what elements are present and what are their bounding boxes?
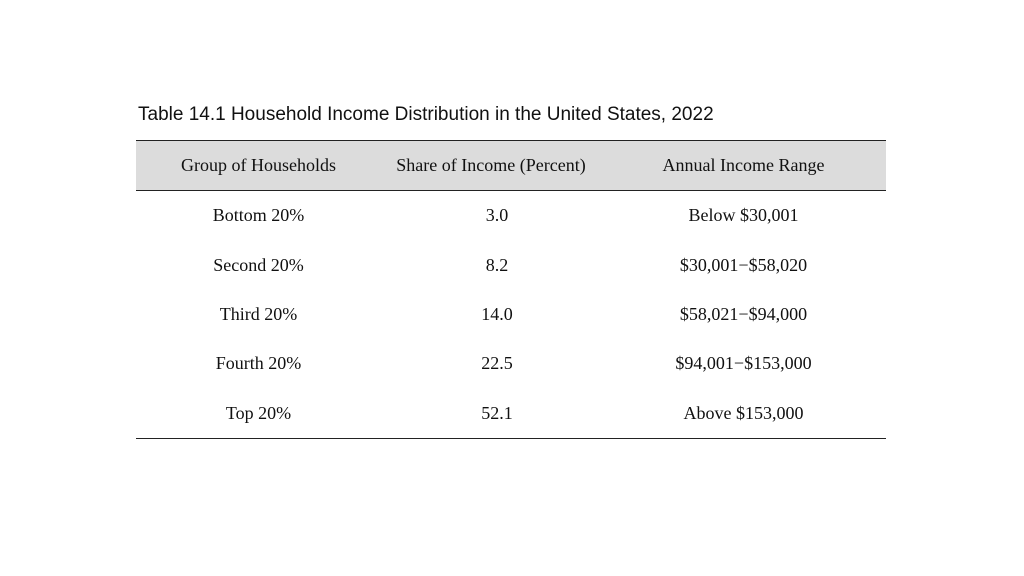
cell-share: 14.0 — [481, 303, 513, 324]
table-row — [136, 389, 886, 439]
header-share-of-income: Share of Income (Percent) — [381, 141, 601, 191]
cell-group: Third 20% — [219, 303, 298, 324]
cell-range: $58,021−$94,000 — [679, 303, 808, 324]
income-table-container — [136, 140, 886, 439]
income-distribution-table — [136, 140, 886, 439]
cell-range: Below $30,001 — [688, 205, 799, 226]
table-row — [136, 290, 886, 339]
header-annual-income-range: Annual Income Range — [601, 141, 886, 191]
cell-share: 52.1 — [381, 389, 601, 439]
cell-range: $30,001−$58,020 — [679, 254, 808, 275]
cell-range: Above $153,000 — [601, 389, 886, 439]
header-row — [136, 141, 886, 191]
cell-group: Top 20% — [136, 389, 381, 439]
cell-group: Second 20% — [213, 254, 304, 275]
cell-group: Fourth 20% — [215, 353, 302, 374]
table-header — [136, 141, 886, 191]
table-body — [136, 191, 886, 439]
header-group-of-households: Group of Households — [136, 141, 381, 191]
cell-range: $94,001−$153,000 — [675, 353, 812, 374]
cell-share: 8.2 — [485, 254, 509, 275]
table-caption: Table 14.1 Household Income Distribution in the United States, 2022 — [138, 104, 714, 125]
table-row — [136, 240, 886, 289]
cell-share: 3.0 — [485, 205, 509, 226]
table-row — [136, 191, 886, 241]
cell-group: Bottom 20% — [212, 205, 305, 226]
table-row — [136, 339, 886, 388]
cell-share: 22.5 — [481, 353, 513, 374]
